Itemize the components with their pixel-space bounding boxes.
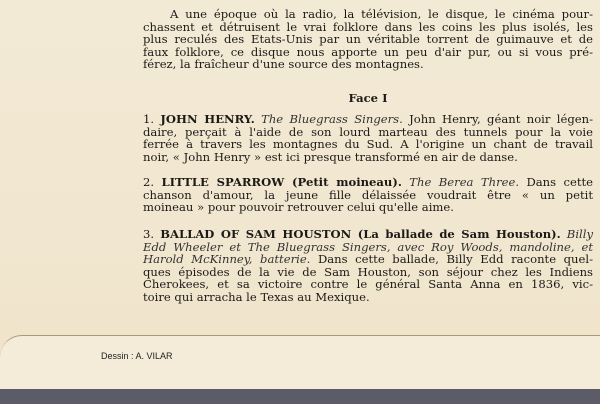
track-1-description <box>143 113 593 163</box>
text-run: chassent et détruisent le vrai folklore dans les coins les plus isolés, les <box>143 19 593 34</box>
sleeve-fold-edge <box>0 335 600 396</box>
text-run: Dans cette <box>519 175 594 189</box>
text-run: moineau » pour pouvoir retrouver celui qu'elle aime. <box>143 200 454 215</box>
text-run: Cherokees, et sa victoire contre le général Santa Anna en 1836, vic- <box>143 277 593 292</box>
text-run: Dans cette ballade, Billy Edd raconte quel- <box>310 252 594 267</box>
text-run: plus reculés des Etats-Unis par un véritable torrent de guimauve et de <box>143 32 593 47</box>
text-run: ques épisodes de la vie de Sam Houston, son séjour chez les Indiens <box>143 264 593 279</box>
track-title: BALLAD OF SAM HOUSTON (La ballade de Sam Houston). <box>160 227 561 241</box>
track-title: JOHN HENRY. <box>160 112 255 126</box>
text-run: toire qui arracha le Texas au Mexique. <box>143 289 370 304</box>
performer-credit: Harold McKinney, batterie. <box>143 252 311 267</box>
performer-credit: Billy <box>566 227 593 241</box>
performer-credit: Edd Wheeler et The Bluegrass Singers, avec Roy Woods, mandoline, et <box>143 239 593 254</box>
text-run: noir, « John Henry » est ici presque transformé en air de danse. <box>143 149 518 164</box>
text-line <box>143 58 593 71</box>
track-3-description <box>143 228 593 304</box>
face-heading: Face I <box>348 91 388 105</box>
text-run: 2. <box>143 175 162 189</box>
text-line <box>143 291 593 304</box>
text-run: ferrée à travers les montagnes du Sud. A l'origine un chant de travail <box>143 137 593 152</box>
intro-paragraph <box>143 8 593 71</box>
scan-background-edge <box>0 389 600 404</box>
text-run: A une époque où la radio, la télévision, le disque, le cinéma pour- <box>170 7 593 21</box>
track-2-description <box>143 176 593 214</box>
performer-credit: The Berea Three. <box>409 175 520 189</box>
text-run: faux folklore, ce disque nous apporte un peu d'air pur, ou si vous pré- <box>143 44 593 59</box>
illustration-credit: Dessin : A. VILAR <box>101 351 173 361</box>
text-run: daire, perçait à l'aide de son lourd marteau des tunnels pour la voie <box>143 124 593 139</box>
text-run: 1. <box>143 112 161 126</box>
performer-credit: The Bluegrass Singers. <box>261 112 403 126</box>
text-line <box>143 151 593 164</box>
track-title: LITTLE SPARROW (Petit moineau). <box>161 175 402 189</box>
text-run: chanson d'amour, la jeune fille délaissée voudrait être « un petit <box>143 187 593 202</box>
text-line <box>143 201 593 214</box>
text-run: John Henry, géant noir légen- <box>402 112 594 126</box>
text-run: férez, la fraîcheur d'une source des montagnes. <box>143 57 424 72</box>
text-run: 3. <box>143 227 161 241</box>
